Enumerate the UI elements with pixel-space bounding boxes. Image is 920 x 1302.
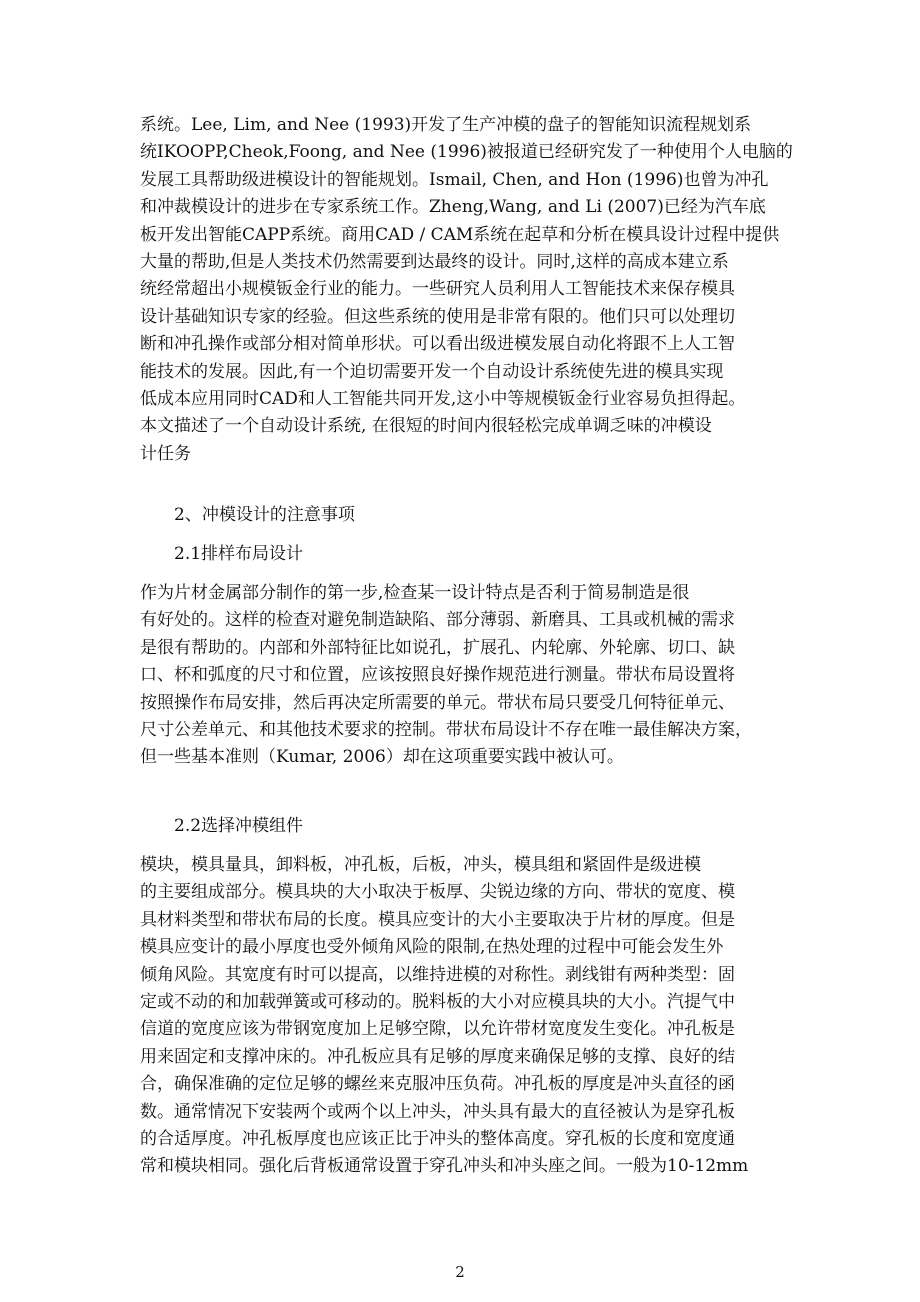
text-line: 的合适厚度。冲孔板厚度也应该正比于冲头的整体高度。穿孔板的长度和宽度通: [140, 1128, 735, 1149]
text-line: 板开发出智能CAPP系统。商用CAD / CAM系统在起草和分析在模具设计过程中提供: [140, 224, 780, 245]
text-line: 用来固定和支撑冲床的。冲孔板应具有足够的厚度来确保足够的支撑、良好的结: [140, 1046, 735, 1067]
text-line: 合，确保准确的定位足够的螺丝来克服冲压负荷。冲孔板的厚度是冲头直径的函: [140, 1074, 735, 1095]
text-line: 常和模块相同。强化后背板通常设置于穿孔冲头和冲头座之间。一般为10-12mm: [140, 1156, 749, 1177]
text-line: 作为片材金属部分制作的第一步,检查某一设计特点是否利于简易制造是很: [140, 583, 690, 603]
section-2-1-heading: 2.1排样布局设计: [174, 544, 304, 564]
text-line: 模块，模具量具，卸料板，冲孔板，后板，冲头，模具组和紧固件是级进模: [140, 855, 701, 875]
section-2-heading: 2、冲模设计的注意事项: [174, 505, 355, 525]
text-line: 按照操作布局安排，然后再决定所需要的单元。带状布局只要受几何特征单元、: [140, 692, 735, 713]
text-line: 信道的宽度应该为带钢宽度加上足够空隙，以允许带材宽度发生变化。冲孔板是: [140, 1019, 735, 1040]
text-line: 低成本应用同时CAD和人工智能共同开发,这小中等规模钣金行业容易负担得起。: [140, 388, 746, 409]
text-line: 具材料类型和带状布局的长度。模具应变计的大小主要取决于片材的厚度。但是: [140, 909, 735, 930]
page-number: 2: [455, 1263, 465, 1281]
text-line: 计任务: [140, 443, 191, 464]
text-line: 和冲裁模设计的进步在专家系统工作。Zheng,Wang, and Li (2007)已经为汽车底: [140, 197, 766, 218]
text-line: 统IKOOPP,Cheok,Foong, and Nee (1996)被报道已经研究发了一种使用个人电脑的: [140, 142, 793, 163]
text-line: 倾角风险。其宽度有时可以提高，以维持进模的对称性。剥线钳有两种类型：固: [140, 964, 735, 985]
section-2-2-paragraph: [140, 852, 800, 1181]
text-line: 数。通常情况下安装两个或两个以上冲头，冲头具有最大的直径被认为是穿孔板: [140, 1101, 735, 1122]
text-line: 尺寸公差单元、和其他技术要求的控制。带状布局设计不存在唯一最佳解决方案，: [140, 719, 752, 740]
section-2-1-paragraph: [140, 580, 800, 772]
section-2-2-heading: 2.2选择冲模组件: [174, 816, 304, 836]
text-line: 断和冲孔操作或部分相对简单形状。可以看出级进模发展自动化将跟不上人工智: [140, 334, 735, 355]
text-line: 统经常超出小规模钣金行业的能力。一些研究人员利用人工智能技术来保存模具: [140, 279, 735, 300]
text-line: 有好处的。这样的检查对避免制造缺陷、部分薄弱、新磨具、工具或机械的需求: [140, 610, 735, 631]
intro-paragraph: [140, 112, 800, 468]
text-line: 本文描述了一个自动设计系统, 在很短的时间内很轻松完成单调乏味的冲模设: [140, 416, 712, 437]
text-line: 定或不动的和加载弹簧或可移动的。脱料板的大小对应模具块的大小。汽提气中: [140, 991, 735, 1012]
text-line: 设计基础知识专家的经验。但这些系统的使用是非常有限的。他们只可以处理切: [140, 306, 735, 327]
text-line: 是很有帮助的。内部和外部特征比如说孔，扩展孔、内轮廓、外轮廓、切口、缺: [140, 637, 735, 658]
text-line: 但一些基本准则（Kumar, 2006）却在这项重要实践中被认可。: [140, 747, 624, 768]
text-line: 的主要组成部分。模具块的大小取决于板厚、尖锐边缘的方向、带状的宽度、模: [140, 882, 735, 903]
text-line: 系统。Lee, Lim, and Nee (1993)开发了生产冲模的盘子的智能知识流程规划系: [140, 115, 752, 135]
text-line: 口、杯和弧度的尺寸和位置，应该按照良好操作规范进行测量。带状布局设置将: [140, 665, 735, 686]
text-line: 模具应变计的最小厚度也受外倾角风险的限制,在热处理的过程中可能会发生外: [140, 937, 724, 958]
text-line: 能技术的发展。因此,有一个迫切需要开发一个自动设计系统使先进的模具实现: [140, 361, 724, 382]
text-line: 大量的帮助,但是人类技术仍然需要到达最终的设计。同时,这样的高成本建立系: [140, 251, 729, 272]
text-line: 发展工具帮助级进模设计的智能规划。Ismail, Chen, and Hon (1996)也曾为冲孔: [140, 169, 769, 190]
